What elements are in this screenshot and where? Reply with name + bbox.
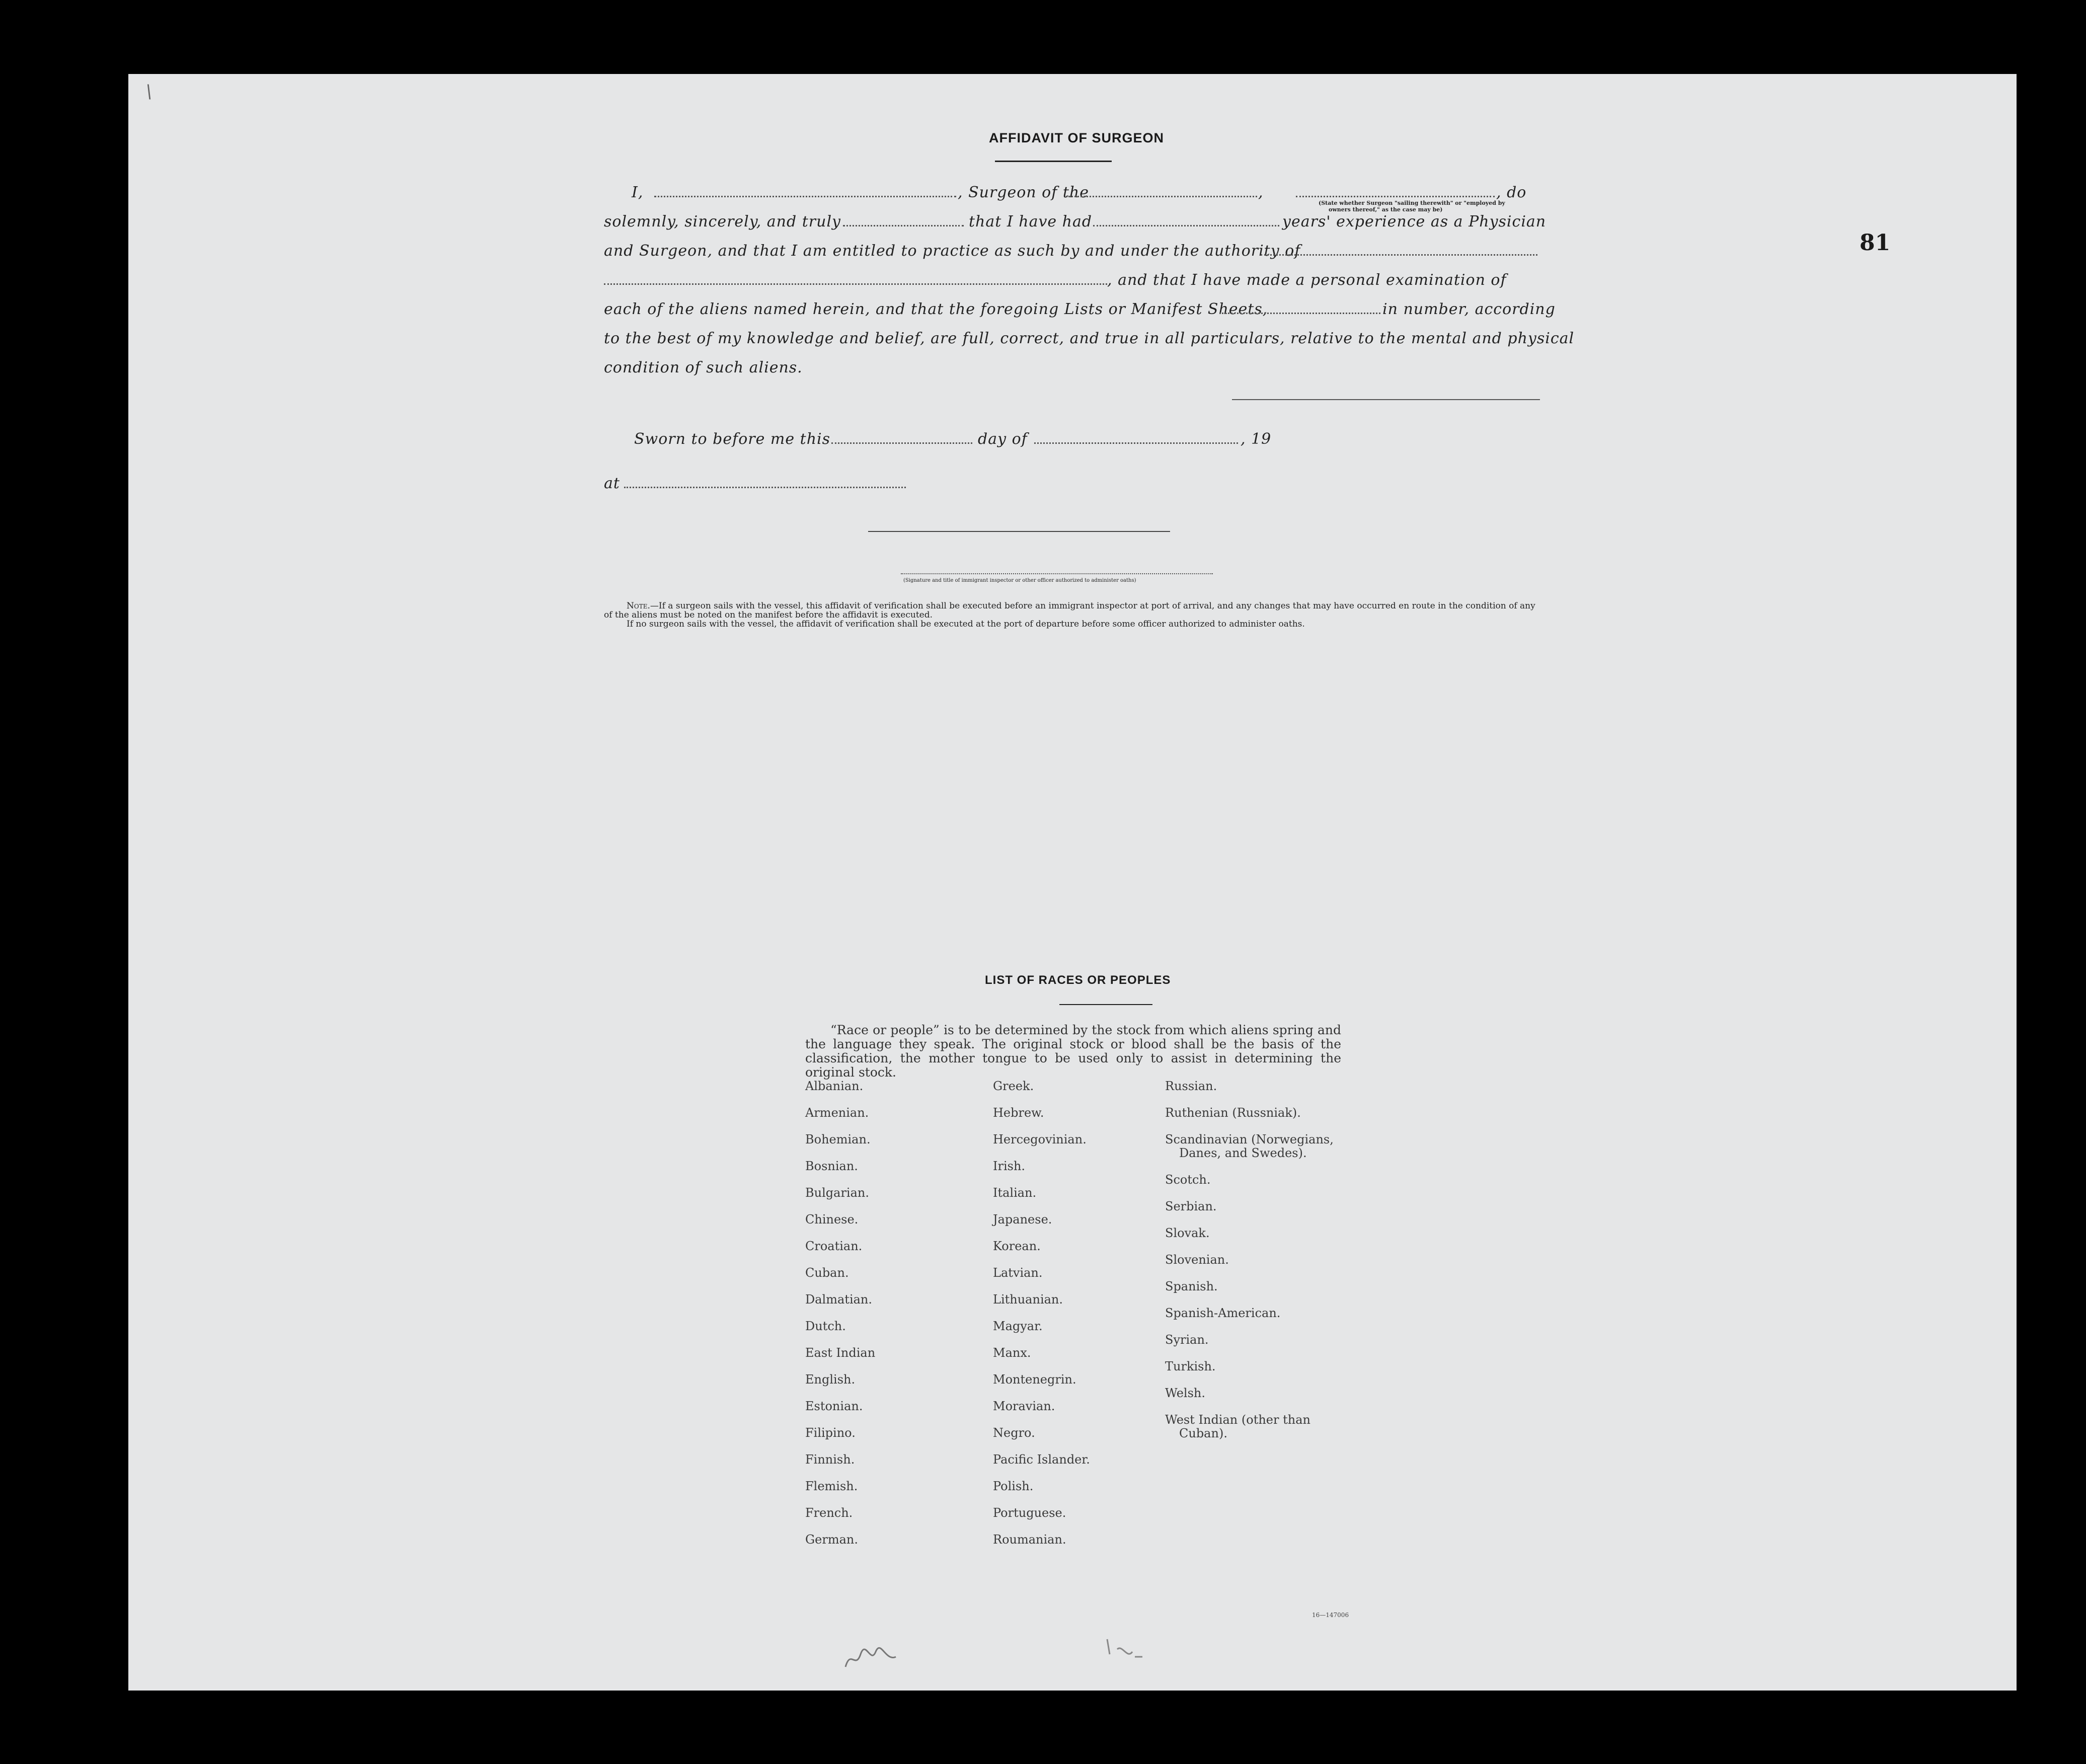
race-item: Spanish.	[1165, 1279, 1218, 1293]
authority-blank	[1261, 254, 1537, 256]
race-item: Albanian.	[805, 1079, 864, 1093]
race-item: Turkish.	[1165, 1359, 1216, 1373]
race-item: Irish.	[993, 1159, 1026, 1173]
races-intro: “Race or people” is to be determined by the stock from which aliens spring and the language they speak. The original stock or blood shall be the basis of the classification, the mother tongue to be used only to assist in determining the original stock.	[805, 1023, 1341, 1080]
race-item: Russian.	[1165, 1079, 1217, 1093]
race-item: Serbian.	[1165, 1199, 1217, 1213]
note-text: —If a surgeon sails with the vessel, this affidavit of verification shall be executed before an immigrant inspector at port of arrival, and any changes that may have occurred en route in the condition of any of the aliens must be noted on the manifest before the affidavit is executed.	[604, 601, 1535, 620]
race-item: Armenian.	[805, 1106, 869, 1120]
race-item: Moravian.	[993, 1399, 1055, 1413]
race-item: English.	[805, 1372, 856, 1387]
inspector-signature-line	[868, 531, 1170, 532]
affidavit-line-5-a: each of the aliens named herein, and that the foregoing Lists or Manifest Sheets,	[604, 300, 1268, 318]
race-item: Korean.	[993, 1239, 1041, 1253]
years-blank	[1093, 225, 1279, 226]
sheets-count-blank	[1219, 313, 1380, 314]
affidavit-line-6: to the best of my knowledge and belief, are full, correct, and true in all particulars, relative to the mental and physical	[604, 330, 1575, 347]
race-item: Dalmatian.	[805, 1292, 873, 1307]
race-item: Cuban).	[1179, 1426, 1227, 1440]
handwritten-scribble	[843, 1639, 903, 1674]
race-item: Japanese.	[993, 1212, 1052, 1226]
handwritten-scribble	[1102, 1634, 1147, 1669]
race-item: Polish.	[993, 1479, 1034, 1493]
surgeon-signature-line	[1232, 399, 1540, 400]
race-item: Scandinavian (Norwegians,	[1165, 1132, 1334, 1146]
race-item: Spanish-American.	[1165, 1306, 1281, 1320]
affidavit-line-1-do: , do	[1496, 184, 1527, 201]
race-item: West Indian (other than	[1165, 1413, 1310, 1427]
races-title-underline	[1059, 1004, 1152, 1005]
swear-blank	[843, 225, 964, 226]
race-item: Italian.	[993, 1186, 1037, 1200]
race-item: Scotch.	[1165, 1173, 1211, 1187]
races-column-3	[1165, 1080, 1334, 1440]
race-item: Finnish.	[805, 1452, 855, 1467]
race-item: Danes, and Swedes).	[1179, 1146, 1307, 1160]
race-item: Lithuanian.	[993, 1292, 1063, 1307]
race-item: Slovenian.	[1165, 1253, 1229, 1267]
race-item: Cuban.	[805, 1266, 849, 1280]
races-title: LIST OF RACES OR PEOPLES	[985, 973, 1171, 987]
surgeon-name-blank	[654, 196, 956, 197]
affidavit-line-1-comma: ,	[1258, 184, 1264, 201]
sworn-day-blank	[831, 442, 972, 444]
race-item: Portuguese.	[993, 1506, 1066, 1520]
affidavit-line-2-c: years' experience as a Physician	[1282, 213, 1547, 231]
race-item: Greek.	[993, 1079, 1034, 1093]
races-column-1	[805, 1080, 875, 1560]
at-label: at	[604, 475, 620, 492]
sworn-year: , 19	[1241, 430, 1272, 448]
affidavit-title: AFFIDAVIT OF SURGEON	[989, 130, 1164, 145]
race-item: Slovak.	[1165, 1226, 1210, 1240]
place-blank	[624, 487, 906, 488]
race-item: Flemish.	[805, 1479, 858, 1493]
authority-blank-continued	[604, 283, 1107, 285]
sworn-day-of: day of	[978, 430, 1028, 448]
race-item: Croatian.	[805, 1239, 863, 1253]
surgeon-status-note: (State whether Surgeon "sailing therewith" or "employed by owners thereof," as the case may be)	[1319, 200, 1505, 213]
race-item: Filipino.	[805, 1426, 856, 1440]
affidavit-line-2-b: that I have had	[969, 213, 1093, 231]
note-label: Note.	[627, 601, 650, 611]
race-item: Magyar.	[993, 1319, 1043, 1333]
affidavit-note	[604, 601, 1542, 629]
race-item: East Indian	[805, 1346, 876, 1360]
manifest-page	[128, 74, 2017, 1691]
affidavit-line-4: , and that I have made a personal examination of	[1107, 271, 1507, 289]
affidavit-line-1-surgeon: , Surgeon of the	[958, 184, 1089, 201]
races-column-2	[993, 1080, 1090, 1560]
form-number: 16—147006	[1312, 1612, 1349, 1619]
page-number: 81	[1860, 230, 1891, 256]
race-item: Latvian.	[993, 1266, 1043, 1280]
corner-tick-mark: \	[146, 82, 152, 102]
title-underline	[995, 161, 1112, 162]
race-item: Manx.	[993, 1346, 1031, 1360]
race-item: Syrian.	[1165, 1333, 1209, 1347]
affidavit-line-7: condition of such aliens.	[604, 359, 803, 376]
race-item: German.	[805, 1532, 858, 1547]
vessel-name-blank	[1066, 196, 1257, 197]
race-item: Bohemian.	[805, 1132, 871, 1146]
inspector-title-line	[901, 573, 1213, 574]
race-item: Estonian.	[805, 1399, 863, 1413]
surgeon-status-blank	[1296, 196, 1495, 197]
race-item: Ruthenian (Russniak).	[1165, 1106, 1301, 1120]
race-item: Chinese.	[805, 1212, 859, 1226]
note-text-2: If no surgeon sails with the vessel, the affidavit of verification shall be executed at the port of departure before some officer authorized to administer oaths.	[627, 619, 1305, 629]
race-item: Dutch.	[805, 1319, 846, 1333]
race-item: Negro.	[993, 1426, 1035, 1440]
race-item: Welsh.	[1165, 1386, 1205, 1400]
sworn-text: Sworn to before me this	[634, 430, 831, 448]
race-item: Pacific Islander.	[993, 1452, 1090, 1467]
race-item: Hebrew.	[993, 1106, 1044, 1120]
race-item: Bosnian.	[805, 1159, 858, 1173]
sworn-month-blank	[1034, 442, 1238, 444]
affidavit-line-3: and Surgeon, and that I am entitled to practice as such by and under the authority of	[604, 242, 1301, 260]
race-item: Bulgarian.	[805, 1186, 869, 1200]
signature-caption: (Signature and title of immigrant inspector or other officer authorized to administer oaths)	[903, 578, 1136, 583]
affidavit-line-5-b: in number, according	[1382, 300, 1556, 318]
affidavit-line-1-i: I,	[632, 184, 644, 201]
race-item: Montenegrin.	[993, 1372, 1076, 1387]
race-item: Roumanian.	[993, 1532, 1066, 1547]
affidavit-line-2-a: solemnly, sincerely, and truly	[604, 213, 841, 231]
race-item: Hercegovinian.	[993, 1132, 1087, 1146]
race-item: French.	[805, 1506, 853, 1520]
